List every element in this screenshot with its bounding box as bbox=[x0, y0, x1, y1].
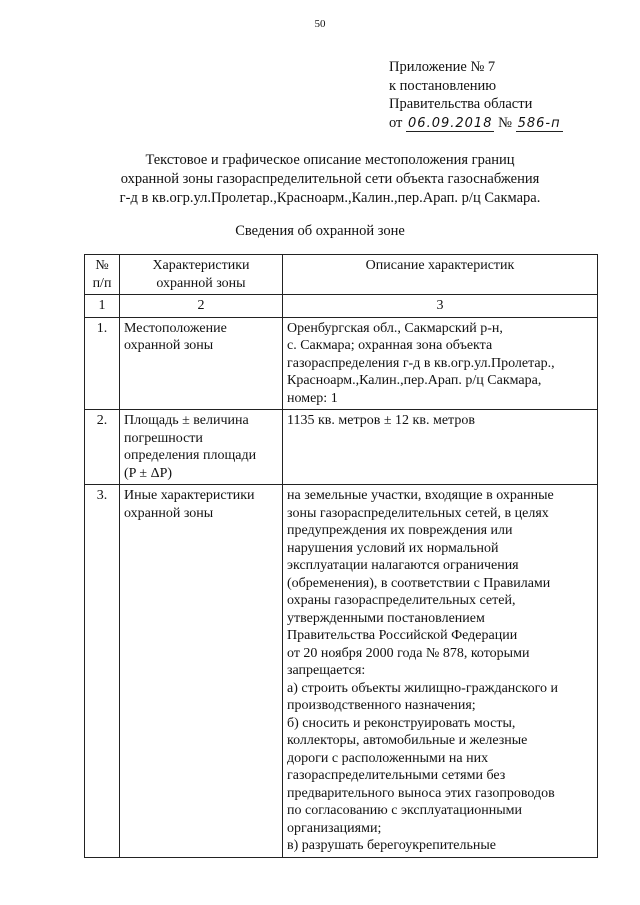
cell-line: по согласованию с эксплуатационными bbox=[287, 803, 522, 818]
row-characteristic bbox=[120, 485, 283, 858]
cell-line: запрещается: bbox=[287, 663, 366, 678]
title-line: г-д в кв.огр.ул.Пролетар.,Красноарм.,Калин.,пер.Арап. р/ц Сакмара. bbox=[119, 190, 541, 206]
handwritten-date: 06.09.2018 bbox=[408, 115, 493, 131]
cell-line: Местоположение bbox=[124, 320, 227, 336]
cell-line: б) сносить и реконструировать мосты, bbox=[287, 715, 516, 731]
section-title: Сведения об охранной зоне bbox=[235, 223, 405, 239]
document-title bbox=[60, 151, 600, 208]
column-number-row bbox=[85, 295, 598, 318]
appendix-block bbox=[389, 58, 563, 133]
title-line: Текстовое и графическое описание местоположения границ bbox=[145, 152, 515, 168]
cell-line: определения площади bbox=[124, 448, 257, 463]
cell-line: от 20 ноября 2000 года № 878, которыми bbox=[287, 645, 530, 661]
cell-line: предупреждения их повреждения или bbox=[287, 523, 513, 538]
cell-line: погрешности bbox=[124, 430, 203, 446]
cell-line: Иные характеристики bbox=[124, 488, 255, 503]
header-characteristic bbox=[120, 255, 283, 295]
header-text: № bbox=[95, 258, 109, 273]
cell-line: (P ± ΔP) bbox=[124, 465, 173, 481]
cell-line: газораспределительными сетями без bbox=[287, 768, 506, 783]
table-header-row bbox=[85, 255, 598, 295]
cell-line: охраны газораспределительных сетей, bbox=[287, 593, 516, 608]
row-num: 3. bbox=[85, 485, 120, 858]
cell-line: охранной зоны bbox=[124, 505, 214, 521]
page-number: 50 bbox=[314, 18, 326, 30]
cell-line: организациями; bbox=[287, 820, 382, 836]
row-num: 2. bbox=[85, 410, 120, 485]
table-row bbox=[85, 317, 598, 410]
cell-line: нарушения условий их нормальной bbox=[287, 540, 499, 556]
header-num bbox=[85, 255, 120, 295]
row-characteristic bbox=[120, 410, 283, 485]
cell-line: коллекторы, автомобильные и железные bbox=[287, 733, 528, 748]
cell-line: эксплуатации налагаются ограничения bbox=[287, 558, 519, 573]
title-line: охранной зоны газораспределительной сети объекта газоснабжения bbox=[120, 171, 540, 187]
cell-line: а) строить объекты жилищно-гражданского и bbox=[287, 680, 558, 696]
row-characteristic bbox=[120, 317, 283, 410]
handwritten-number: 586-п bbox=[517, 115, 561, 131]
cell-line: в) разрушать берегоукрепительные bbox=[287, 838, 497, 853]
number-prefix: № bbox=[498, 114, 512, 131]
cell-line: производственного назначения; bbox=[287, 698, 476, 713]
cell-line: с. Сакмара; охранная зона объекта bbox=[287, 338, 493, 353]
cell-line: номер: 1 bbox=[287, 390, 338, 406]
appendix-date-line bbox=[389, 114, 563, 134]
cell-line: газораспределения г-д в кв.огр.ул.Пролетар., bbox=[287, 355, 555, 371]
row-description bbox=[283, 410, 598, 485]
table-row bbox=[85, 410, 598, 485]
cell-line: утвержденными постановлением bbox=[287, 610, 485, 626]
row-description bbox=[283, 485, 598, 858]
cell-line: Правительства Российской Федерации bbox=[287, 628, 518, 643]
table-row bbox=[85, 485, 598, 858]
header-text: Характеристики bbox=[152, 258, 250, 273]
header-text: п/п bbox=[92, 275, 112, 291]
row-num: 1. bbox=[85, 317, 120, 410]
cell-line: предварительного выноса этих газопроводов bbox=[287, 785, 555, 801]
header-text: охранной зоны bbox=[156, 275, 246, 291]
date-prefix: от bbox=[389, 114, 403, 131]
cell-line: дороги с расположенными на них bbox=[287, 750, 489, 766]
cell-line: Площадь ± величина bbox=[124, 413, 249, 428]
column-number: 1 bbox=[85, 295, 120, 318]
protection-zone-table bbox=[84, 254, 598, 858]
row-description bbox=[283, 317, 598, 410]
cell-line: Красноарм.,Калин.,пер.Арап. р/ц Сакмара, bbox=[287, 373, 542, 388]
column-number: 2 bbox=[120, 295, 283, 318]
cell-line: 1135 кв. метров ± 12 кв. метров bbox=[287, 413, 475, 428]
cell-line: (обременения), в соответствии с Правилами bbox=[287, 575, 551, 591]
appendix-line: Приложение № 7 bbox=[389, 59, 496, 75]
appendix-line: Правительства области bbox=[389, 96, 533, 112]
cell-line: на земельные участки, входящие в охранные bbox=[287, 488, 554, 503]
cell-line: зоны газораспределительных сетей, в целях bbox=[287, 505, 549, 521]
cell-line: Оренбургская обл., Сакмарский р-н, bbox=[287, 320, 503, 336]
appendix-line: к постановлению bbox=[389, 77, 497, 94]
header-description: Описание характеристик bbox=[283, 255, 598, 295]
column-number: 3 bbox=[283, 295, 598, 318]
cell-line: охранной зоны bbox=[124, 338, 214, 353]
